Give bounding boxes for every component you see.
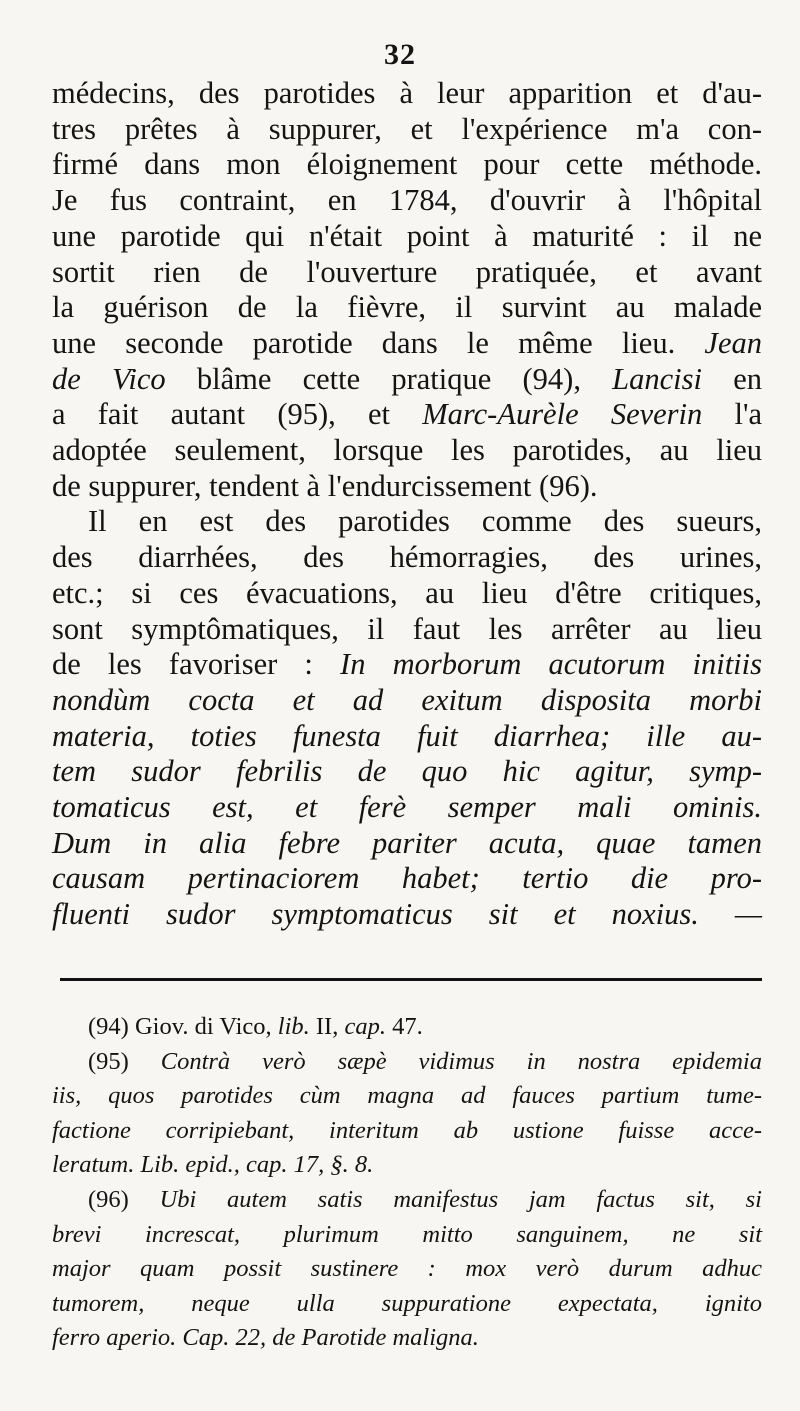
latin-quote-line: tem sudor febrilis de quo hic agitur, symp-: [52, 754, 762, 789]
footnote-94: [52, 1010, 762, 1045]
text-line: de suppurer, tendent à l'endurcissement (96).: [52, 468, 598, 503]
text-line: sortit rien de l'ouverture pratiquée, et avant: [52, 254, 762, 289]
text-fragment: 47.: [385, 1013, 423, 1040]
footnote-line: major quam possit sustinere : mox verò durum adhuc: [52, 1255, 762, 1283]
text-line: [52, 362, 762, 398]
text-line: Je fus contraint, en 1784, d'ouvrir à l'hôpital: [52, 183, 762, 218]
text-fragment: de les favoriser :: [52, 647, 341, 682]
paragraph-start-line: Il en est des parotides comme des sueurs,: [88, 504, 762, 539]
page-number: 32: [384, 38, 416, 71]
text-fragment: Giov. di Vico,: [134, 1013, 278, 1040]
latin-quote-line: materia, toties funesta fuit diarrhea; ille au-: [52, 718, 762, 753]
footnote-number: (94): [88, 1013, 135, 1040]
main-text: [52, 76, 762, 933]
footnote-line: leratum. Lib. epid., cap. 17, §. 8.: [52, 1151, 374, 1179]
text-line: la guérison de la fièvre, il survint au malade: [52, 290, 762, 325]
footnote-line: ferro aperio. Cap. 22, de Parotide maligna.: [52, 1324, 479, 1352]
text-line: médecins, des parotides à leur apparition et d'au-: [52, 76, 762, 110]
text-line: firmé dans mon éloignement pour cette méthode.: [52, 147, 762, 182]
footnote-96: [52, 1183, 762, 1218]
latin-quote-line: Dum in alia febre pariter acuta, quae tamen: [52, 825, 762, 860]
author-name: Lancisi: [612, 361, 702, 396]
text-fragment: l'a: [702, 397, 762, 432]
latin-quote: In morborum acutorum initiis: [340, 647, 762, 682]
footnote-line: iis, quos parotides cùm magna ad fauces partium tume-: [52, 1082, 762, 1110]
footnote-line: brevi increscat, plurimum mitto sanguinem, ne sit: [52, 1220, 762, 1248]
latin-quote-line: fluenti sudor symptomaticus sit et noxius. —: [52, 897, 762, 932]
footnotes: [52, 1010, 762, 1356]
footnote-number: (96): [88, 1185, 160, 1213]
author-name: Marc-Aurèle Severin: [422, 397, 703, 432]
text-line: adoptée seulement, lorsque les parotides, au lieu: [52, 433, 762, 468]
text-fragment: II,: [309, 1013, 345, 1040]
author-name: de Vico: [52, 361, 166, 396]
text-fragment: lib.: [277, 1013, 310, 1040]
footnote-95: [52, 1045, 762, 1080]
text-fragment: cap.: [344, 1013, 386, 1040]
text-line: sont symptômatiques, il faut les arrêter au lieu: [52, 611, 762, 646]
text-line: des diarrhées, des hémorragies, des urines,: [52, 540, 762, 575]
latin-quote-line: causam pertinaciorem habet; tertio die pro-: [52, 861, 762, 896]
text-fragment: Ubi autem satis manifestus jam factus sit, si: [159, 1185, 762, 1213]
text-line: [52, 647, 762, 683]
text-line: tres prêtes à suppurer, et l'expérience m'a con-: [52, 111, 762, 146]
footnote-line: factione corripiebant, interitum ab ustione fuisse acce-: [52, 1116, 762, 1144]
latin-quote-line: nondùm cocta et ad exitum disposita morbi: [52, 682, 762, 717]
footnote-line: tumorem, neque ulla suppuratione expectata, ignito: [52, 1289, 762, 1317]
text-fragment: a fait autant (95), et: [52, 397, 423, 432]
text-line: [52, 326, 762, 362]
footnote-divider: [60, 978, 762, 981]
footnote-number: (95): [88, 1047, 161, 1075]
text-line: [52, 397, 762, 433]
text-line: une parotide qui n'était point à maturité : il ne: [52, 218, 762, 253]
text-fragment: une seconde parotide dans le même lieu.: [52, 325, 705, 360]
text-fragment: Contrà verò sæpè vidimus in nostra epidemia: [160, 1047, 762, 1075]
text-fragment: en: [702, 361, 763, 396]
text-line: etc.; si ces évacuations, au lieu d'être critiques,: [52, 575, 762, 610]
latin-quote-line: tomaticus est, et ferè semper mali ominis.: [52, 790, 762, 825]
author-name: Jean: [704, 325, 762, 360]
text-fragment: blâme cette pratique (94),: [165, 361, 613, 396]
